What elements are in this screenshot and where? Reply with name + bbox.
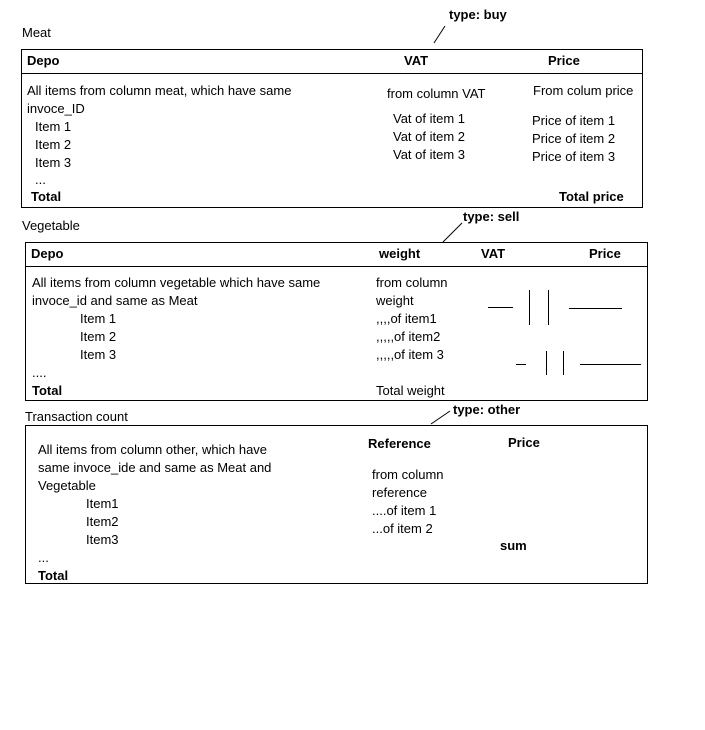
vegetable-header-price: Price	[589, 246, 621, 261]
transaction-item-ellipsis: ...	[38, 550, 49, 565]
transaction-ref-item: ....of item 1	[372, 503, 437, 518]
vegetable-header-weight: weight	[379, 246, 421, 261]
vegetable-item: Item 3	[80, 347, 117, 362]
meat-description: invoce_ID	[27, 101, 85, 116]
vegetable-weight-item: ,,,,,of item 3	[376, 347, 444, 362]
meat-price-item: Price of item 3	[532, 149, 616, 164]
vegetable-header-vat: VAT	[481, 246, 506, 261]
vegetable-description: All items from column vegetable which have same	[32, 275, 321, 290]
vegetable-total-weight: Total weight	[376, 383, 445, 398]
transaction-item: Item1	[86, 496, 119, 511]
vegetable-type-label: type: sell	[463, 209, 520, 224]
transaction-item: Item2	[86, 514, 119, 529]
vegetable-item: Item 1	[80, 311, 117, 326]
transaction-description: All items from column other, which have	[38, 442, 268, 457]
transaction-sum: sum	[500, 538, 527, 553]
vegetable-weight-item: ,,,,of item1	[376, 311, 437, 326]
meat-vat-item: Vat of item 2	[393, 129, 466, 144]
meat-item: Item 1	[35, 119, 72, 134]
meat-item: Item 2	[35, 137, 72, 152]
meat-type-label: type: buy	[449, 7, 507, 22]
vegetable-title: Vegetable	[22, 218, 80, 233]
vegetable-description: invoce_id and same as Meat	[32, 293, 198, 308]
meat-total-price: Total price	[559, 189, 624, 204]
meat-header-depo: Depo	[27, 53, 60, 68]
transaction-total-label: Total	[38, 568, 69, 583]
vegetable-weight-note: weight	[376, 293, 414, 308]
vegetable-header-depo: Depo	[31, 246, 64, 261]
transaction-ref-item: ...of item 2	[372, 521, 433, 536]
meat-vat-note: from column VAT	[387, 86, 486, 101]
vegetable-weight-item: ,,,,,of item2	[376, 329, 441, 344]
transaction-ref-note: from column	[372, 467, 444, 482]
vegetable-total-label: Total	[32, 383, 63, 398]
meat-item-ellipsis: ...	[35, 172, 46, 187]
meat-description: All items from column meat, which have same	[27, 83, 292, 98]
meat-price-item: Price of item 1	[532, 113, 616, 128]
meat-price-note: From colum price	[533, 83, 634, 98]
meat-vat-item: Vat of item 1	[393, 111, 466, 126]
transaction-description: Vegetable	[38, 478, 96, 493]
meat-header-price: Price	[548, 53, 580, 68]
transaction-title: Transaction count	[25, 409, 128, 424]
transaction-description: same invoce_ide and same as Meat and	[38, 460, 272, 475]
transaction-type-label: type: other	[453, 402, 521, 417]
vegetable-weight-note: from column	[376, 275, 448, 290]
meat-total-label: Total	[31, 189, 62, 204]
vegetable-item: Item 2	[80, 329, 117, 344]
transaction-item: Item3	[86, 532, 119, 547]
meat-item: Item 3	[35, 155, 72, 170]
meat-title: Meat	[22, 25, 51, 40]
meat-vat-item: Vat of item 3	[393, 147, 466, 162]
vegetable-item-ellipsis: ....	[32, 365, 47, 380]
transaction-header-price: Price	[508, 435, 540, 450]
meat-price-item: Price of item 2	[532, 131, 616, 146]
transaction-ref-note: reference	[372, 485, 427, 500]
meat-header-vat: VAT	[404, 53, 429, 68]
transaction-header-reference: Reference	[368, 436, 431, 451]
